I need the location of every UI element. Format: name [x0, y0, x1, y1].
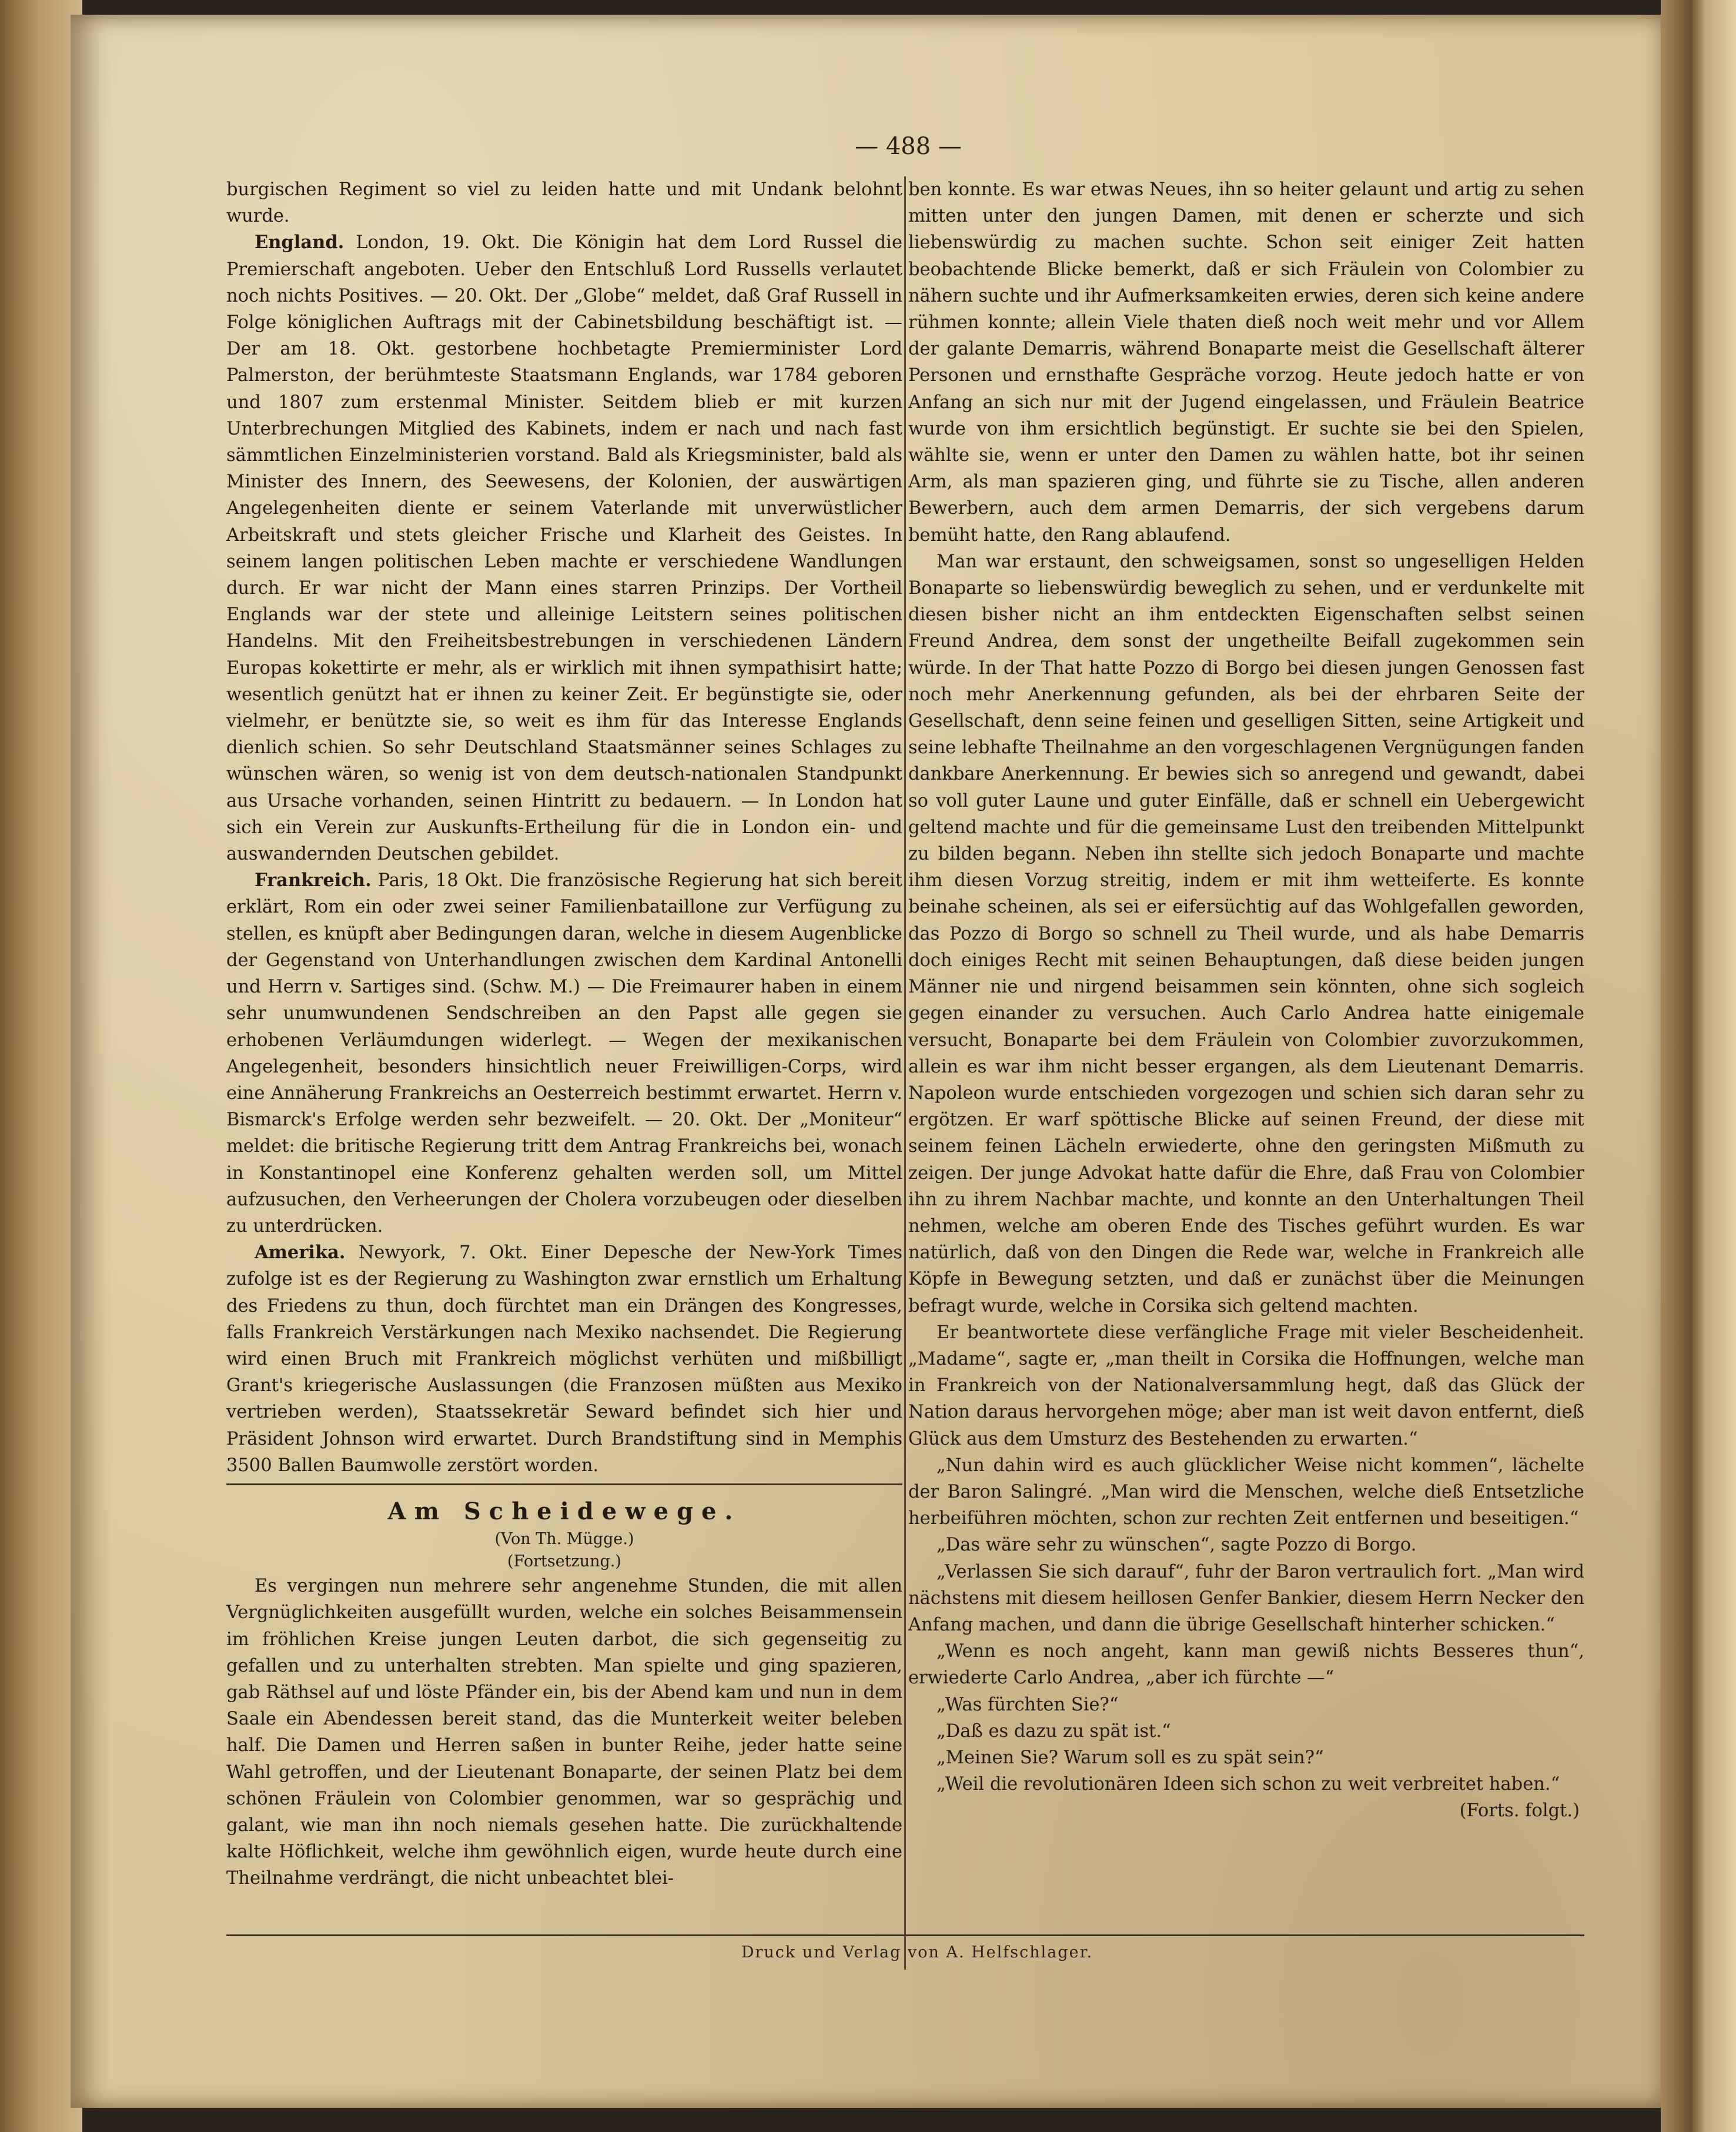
feuilleton-title: Am Scheidewege. — [387, 1497, 741, 1525]
story-dialogue: „Weil die revolutionären Ideen sich schon zu weit verbreitet haben.“ — [936, 1774, 1560, 1795]
story-paragraph: Es vergingen nun mehrere sehr angenehme Stunden, die mit allen Vergnüglichkeiten ausgefüllt wurden, welche ein solches Beisammensein im fröhlichen Kreise jungen Leuten darbot, die sich gegenseitig zu gefallen und zu unterhalten strebten. Man spielte und ging spazieren, gab Räthsel auf und löste Pfänder ein, bis der Abend kam und nun in dem Saale ein Abendessen bereit stand, das die Munterkeit weiter beleben half. Die Damen und Herren saßen in bunter Reihe, jeder hatte seine Wahl getroffen, und der Lieutenant Bonaparte, der seinen Platz bei dem schönen Fräulein von Colombier genommen, war so gesprächig und galant, wie man ihn noch niemals gesehen hatte. Die zurückhaltende kalte Höflichkeit, welche ihm gewöhnlich eigen, wurde heute durch eine Theilnahme verdrängt, die nicht unbeachtet blei- — [226, 1576, 902, 1889]
page-number: — 488 — — [855, 133, 962, 160]
news-place-america: Amerika. — [255, 1242, 346, 1264]
story-paragraph: ben konnte. Es war etwas Neues, ihn so heiter gelaunt und artig zu sehen mitten unter den jungen Damen, mit denen er scherzte und sich liebenswürdig zu machen suchte. Schon seit einiger Zeit hatten beobachtende Blicke bemerkt, daß er sich Fräulein von Colombier zu nähern suchte und ihr Aufmerksamkeiten erwies, deren sich keine andere rühmen konnte; allein Viele thaten dieß noch weit mehr und vor Allem der galante Demarris, während Bonaparte meist die Gesellschaft älterer Personen und ernsthafte Gespräche vorzog. Heute jedoch hatte er von Anfang an sich nur mit der Jugend eingelassen, und Fräulein Beatrice wurde von ihm ersichtlich begünstigt. Er suchte sie bei den Spielen, wählte sie, wenn er unter den Damen zu wählen hatte, bot ihr seinen Arm, als man spazieren ging, und führte sie zu Tische, allen anderen Bewerbern, auch dem armen Demarris, der sich vergebens darum bemüht hatte, den Rang ablaufend. — [908, 179, 1584, 546]
footer-rule — [226, 1934, 1584, 1936]
story-paragraph: Man war erstaunt, den schweigsamen, sonst so ungeselligen Helden Bonaparte so liebenswürdig beweglich zu sehen, und er verdunkelte mit diesen bisher nicht an ihm entdeckten Eigenschaften selbst seinen Freund Andrea, dem sonst der ungetheilte Beifall zugekommen sein würde. In der That hatte Pozzo di Borgo bei diesen jungen Genossen fast noch mehr Anerkennung gefunden, als bei der ehrbaren Seite der Gesellschaft, denn seine feinen und geselligen Sitten, seine Artigkeit und seine lebhafte Theilnahme an den vorgeschlagenen Vergnügungen fanden dankbare Anerkennung. Er bewies sich so anregend und gewandt, dabei so voll guter Laune und guter Einfälle, daß er schnell ein Uebergewicht geltend machte und für die gemeinsame Lust den treibenden Mittelpunkt zu bilden begann. Neben ihn stellte sich jedoch Bonaparte und machte ihm diesen Vorzug streitig, indem er mit ihm wetteiferte. Es konnte beinahe scheinen, als sei er eifersüchtig auf das Wohlgefallen geworden, das Pozzo di Borgo so schnell zu Theil wurde, und als habe Demarris doch einiges Recht mit seinen Behauptungen, daß diese beiden jungen Männer nie und nirgend beisammen sein könnten, ohne sich sogleich gegen einander zu versuchen. Auch Carlo Andrea hatte einigemale versucht, Bonaparte bei dem Fräulein von Colombier zuvorzukommen, allein es war ihm nicht besser ergangen, als dem Lieutenant Demarris. Napoleon wurde entschieden vorgezogen und schien sich daran sehr zu ergötzen. Er warf spöttische Blicke auf seinen Freund, der diese mit seinem feinen Lächeln erwiederte, ohne den geringsten Mißmuth zu zeigen. Der junge Advokat hatte dafür die Ehre, daß Frau von Colombier ihn zu ihrem Nachbar machte, und konnte an den Unterhaltungen Theil nehmen, welche am oberen Ende des Tisches geführt wurden. Es war natürlich, daß von den Dingen die Rede war, welche in Frankreich alle Köpfe in Bewegung setzten, und daß er zunächst über die Meinungen befragt wurde, welche in Corsika sich geltend machten. — [908, 551, 1584, 1316]
story-dialogue: „Verlassen Sie sich darauf“, fuhr der Baron vertraulich fort. „Man wird nächstens mit diesem heillosen Genfer Bankier, diesem Herrn Necker den Anfang machen, und dann die übrige Gesellschaft hinterher schicken.“ — [908, 1561, 1584, 1635]
feuilleton-author: (Von Th. Mügge.) — [494, 1530, 634, 1549]
story-dialogue: „Nun dahin wird es auch glücklicher Weise nicht kommen“, lächelte der Baron Salingré. „Man wird die Menschen, welche dieß Entsetzliche herbeiführen möchten, schon zur rechten Zeit entfernen und beseitigen.“ — [908, 1455, 1584, 1529]
story-dialogue: „Meinen Sie? Warum soll es zu spät sein?“ — [936, 1747, 1324, 1768]
news-place-france: Frankreich. — [255, 870, 372, 891]
section-divider — [226, 1483, 902, 1485]
book-page-edge — [0, 0, 82, 2132]
news-item-england — [226, 229, 902, 867]
printer-imprint: Druck und Verlag von A. Helfschlager. — [741, 1943, 1093, 1961]
continued-note: (Forts. folgt.) — [1459, 1800, 1580, 1822]
right-column — [908, 176, 1584, 1964]
column-divider — [904, 176, 906, 1970]
news-item-america — [226, 1239, 902, 1479]
story-dialogue: „Daß es dazu zu spät ist.“ — [936, 1720, 1171, 1742]
story-dialogue: „Was fürchten Sie?“ — [936, 1694, 1119, 1715]
news-text-america: Newyork, 7. Okt. Einer Depesche der New-York Times zufolge ist es der Regierung zu Washington zwar ernstlich um Erhaltung des Friedens zu thun, doch fürchtet man ein Drängen des Kongresses, falls Frankreich Verstärkungen nach Mexiko nachsendet. Die Regierung wird einen Bruch mit Frankreich möglichst verhüten und mißbilligt Grant's kriegerische Auslassungen (die Franzosen müßten aus Mexiko vertrieben werden), Staatssekretär Seward befindet sich hier und Präsident Johnson wird erwartet. Durch Brandstiftung sind in Memphis 3500 Ballen Baumwolle zerstört worden. — [226, 1242, 902, 1476]
story-dialogue: „Das wäre sehr zu wünschen“, sagte Pozzo di Borgo. — [936, 1535, 1417, 1556]
feuilleton-note: (Fortsetzung.) — [507, 1552, 621, 1571]
story-paragraph: Er beantwortete diese verfängliche Frage mit vieler Bescheidenheit. „Madame“, sagte er, „man theilt in Corsika die Hoffnungen, welche man in Frankreich von der Nationalversammlung hegt, daß das Glück der Nation daraus hervorgehen möge; aber man ist weit davon entfernt, dieß Glück aus dem Umsturz des Bestehenden zu erwarten.“ — [908, 1322, 1584, 1449]
news-text-france: Paris, 18 Okt. Die französische Regierung hat sich bereit erklärt, Rom ein oder zwei seiner Familienbataillone zur Verfügung zu stellen, es knüpft aber Bedingungen daran, welche in diesem Augenblicke der Gegenstand von Unterhandlungen zwischen dem Kardinal Antonelli und Herrn v. Sartiges sind. (Schw. M.) — Die Freimaurer haben in einem sehr unumwundenen Sendschreiben an den Papst alle gegen sie erhobenen Verläumdungen widerlegt. — Wegen der mexikanischen Angelegenheit, besonders hinsichtlich neuer Freiwilligen-Corps, wird eine Annäherung Frankreichs an Oesterreich bestimmt erwartet. Herrn v. Bismarck's Erfolge werden sehr bezweifelt. — 20. Okt. Der „Moniteur“ meldet: die britische Regierung tritt dem Antrag Frankreichs bei, wonach in Konstantinopel eine Konferenz gehalten werden soll, um Mittel aufzusuchen, den Verheerungen der Cholera vorzubeugen oder dieselben zu unterdrücken. — [226, 870, 902, 1237]
story-dialogue: „Wenn es noch angeht, kann man gewiß nichts Besseres thun“, erwiederte Carlo Andrea, „aber ich fürchte —“ — [908, 1641, 1584, 1689]
news-place-england: England. — [255, 232, 344, 253]
left-column — [226, 176, 902, 1958]
continuation-paragraph: burgischen Regiment so viel zu leiden hatte und mit Undank belohnt wurde. — [226, 179, 902, 227]
news-text-england: London, 19. Okt. Die Königin hat dem Lord Russel die Premierschaft angeboten. Ueber den Entschluß Lord Russells verlautet noch nichts Positives. — 20. Okt. Der „Globe“ meldet, daß Graf Russell in Folge königlichen Auftrags mit der Cabinetsbildung beschäftigt ist. — Der am 18. Okt. gestorbene hochbetagte Premierminister Lord Palmerston, der berühmteste Staatsmann Englands, war 1784 geboren und 1807 zum erstenmal Minister. Seitdem blieb er mit kurzen Unterbrechungen Mitglied des Kabinets, indem er nach und nach fast sämmtlichen Einzelministerien vorstand. Bald als Kriegsminister, bald als Minister des Innern, des Seewesens, der Kolonien, der auswärtigen Angelegenheiten diente er seinem Vaterlande mit unverwüstlicher Arbeitskraft und stets gleicher Frische und Klarheit des Geistes. In seinem langen politischen Leben machte er verschiedene Wandlungen durch. Er war nicht der Mann eines starren Prinzips. Der Vortheil Englands war der stete und alleinige Leitstern seines politischen Handelns. Mit den Freiheitsbestrebungen in verschiedenen Ländern Europas kokettirte er mehr, als er wirklich mit ihnen sympathisirt hatte; wesentlich genützt hat er ihnen zu keiner Zeit. Er begünstigte sie, oder vielmehr, er benützte sie, so weit es ihm für das Interesse Englands dienlich schien. So sehr Deutschland Staatsmänner seines Schlages zu wünschen wären, so wenig ist von dem deutsch-nationalen Standpunkt aus Ursache vorhanden, seinen Hintritt zu bedauern. — In London hat sich ein Verein zur Auskunfts-Ertheilung für die in London ein- und auswandernden Deutschen gebildet. — [226, 232, 902, 865]
news-item-france — [226, 867, 902, 1239]
book-gutter — [1661, 0, 1736, 2132]
